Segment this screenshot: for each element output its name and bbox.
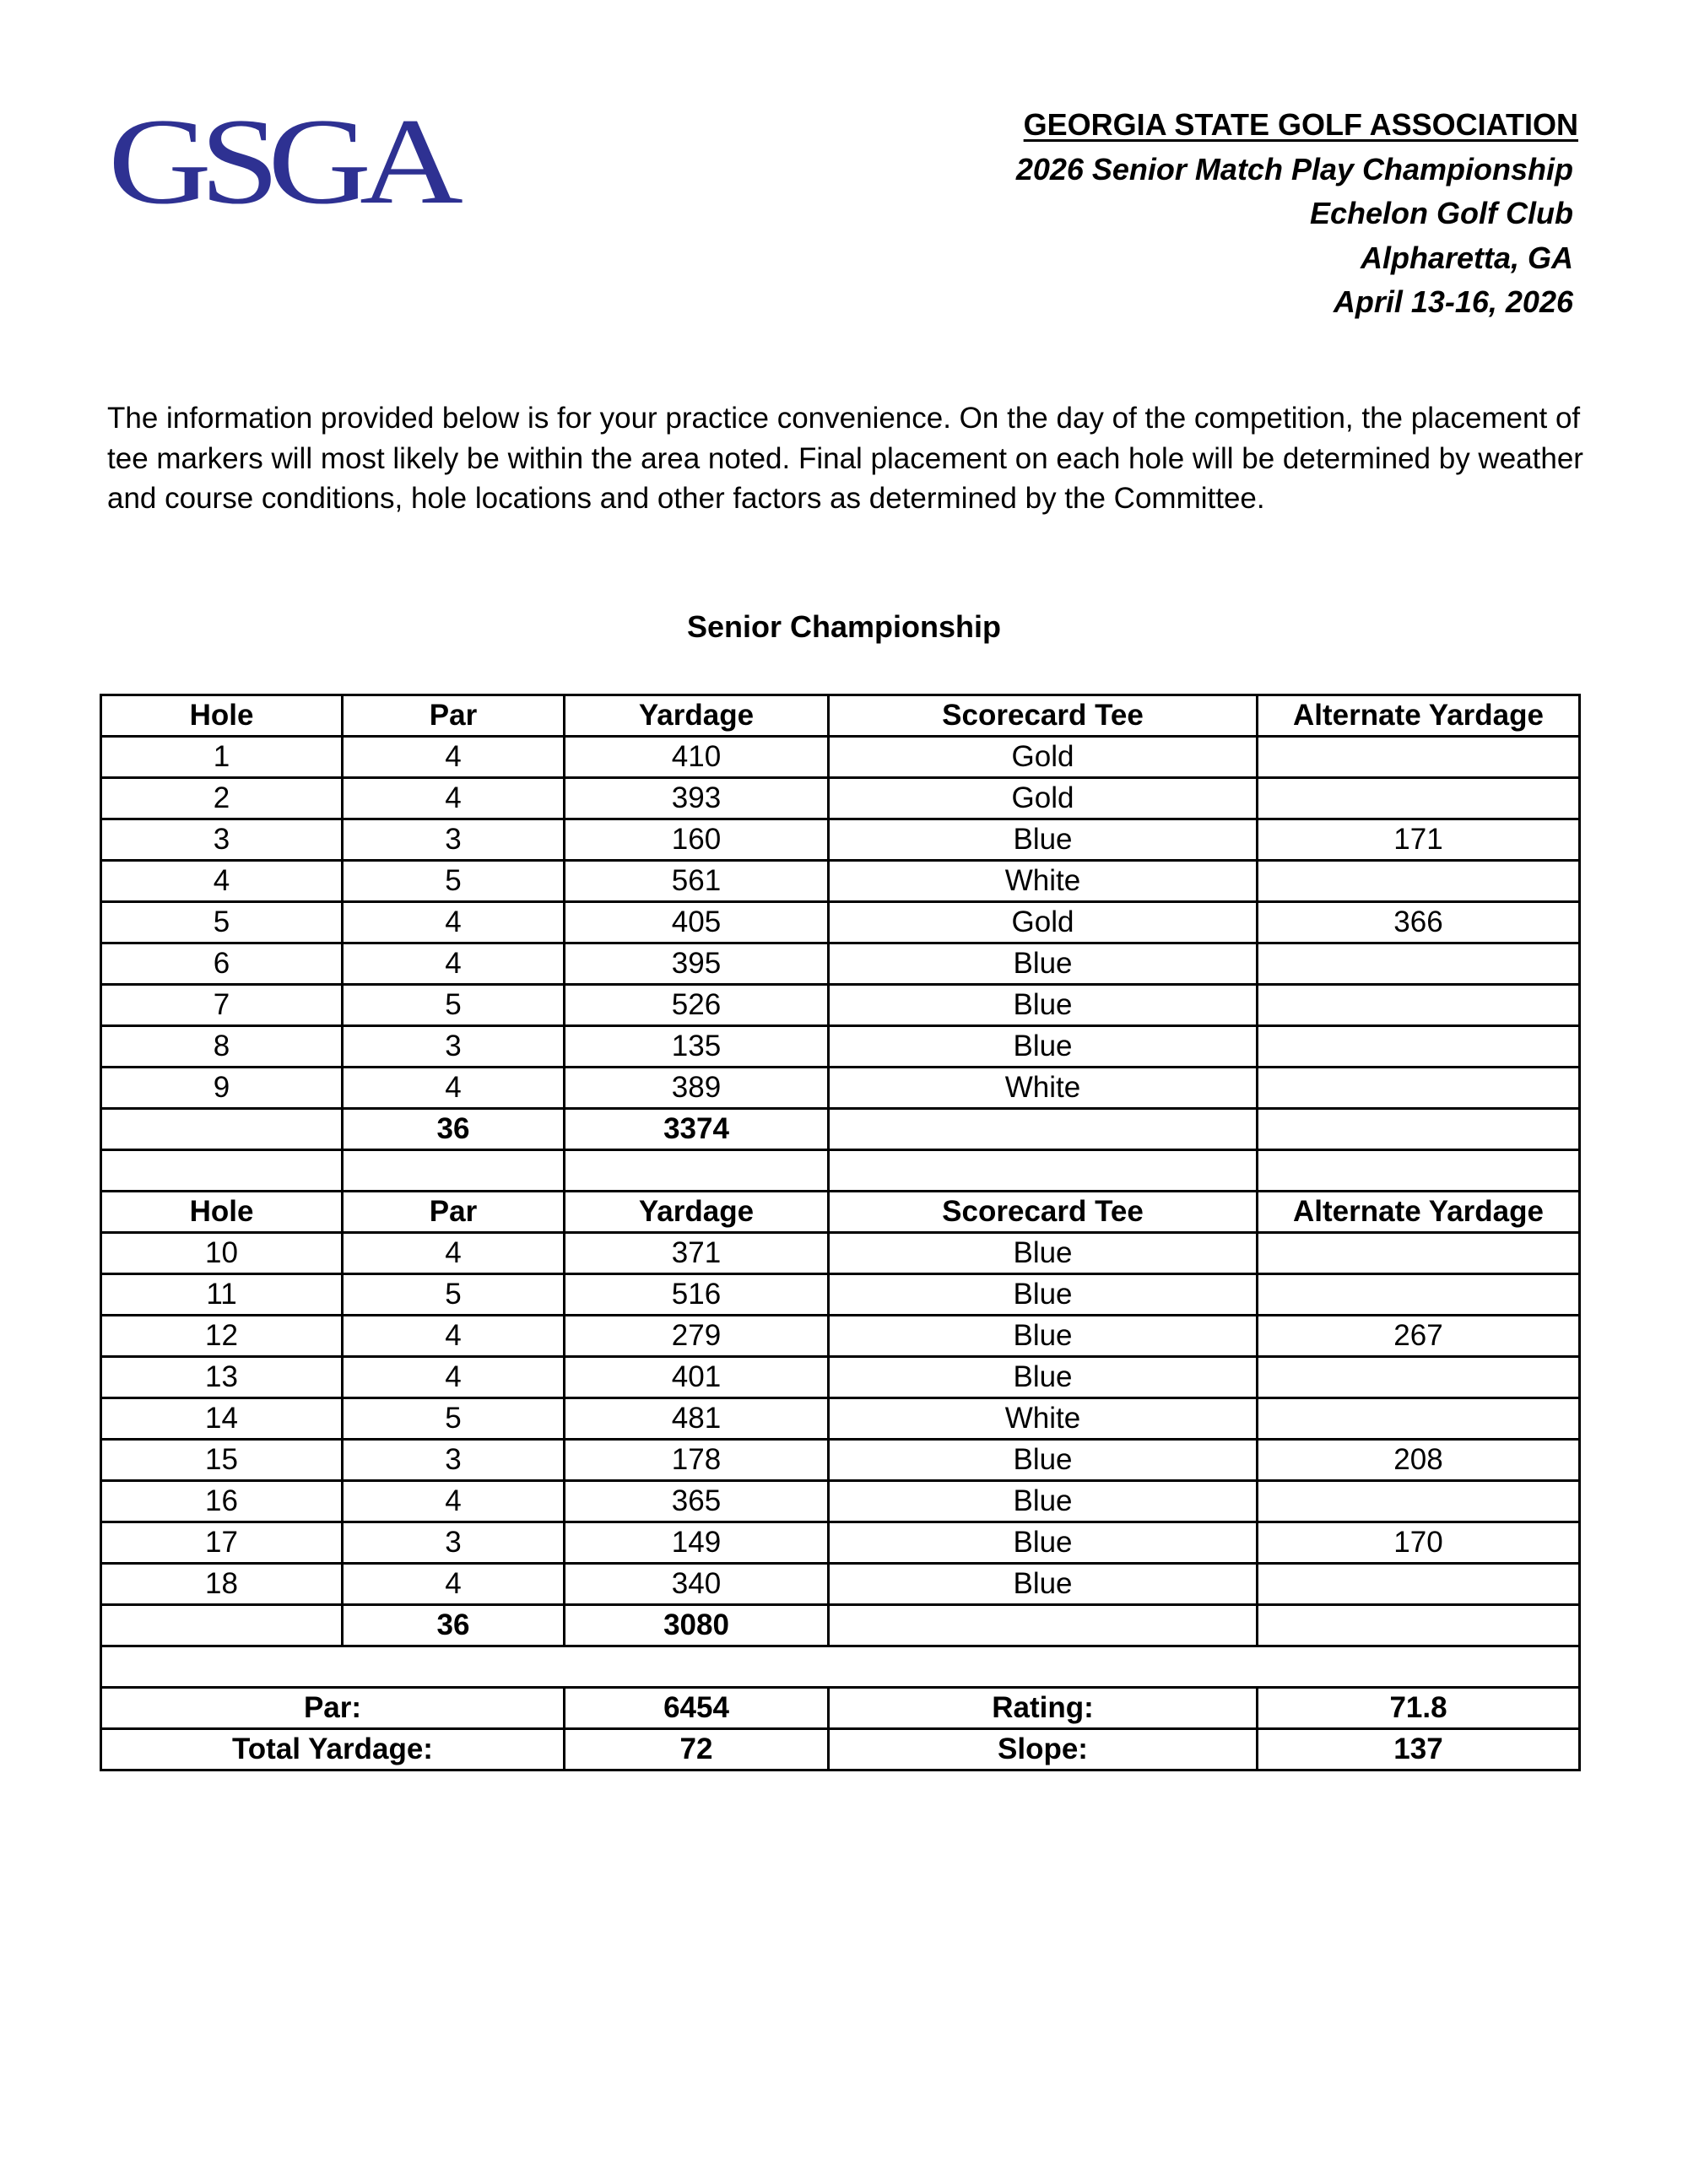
yardage-cell: 371 (565, 1233, 829, 1274)
venue-name: Echelon Golf Club (1310, 196, 1573, 230)
empty-cell (829, 1150, 1258, 1192)
tee-cell: Gold (829, 902, 1258, 943)
hole-cell: 17 (101, 1522, 343, 1564)
table-row (101, 1398, 1580, 1440)
hole-cell: 18 (101, 1564, 343, 1605)
back-nine-total-row (101, 1605, 1580, 1646)
hole-cell: 6 (101, 943, 343, 985)
alt-yardage-cell (1258, 943, 1580, 985)
tee-cell: Blue (829, 1274, 1258, 1316)
back-nine-header-row (101, 1192, 1580, 1233)
hole-cell: 10 (101, 1233, 343, 1274)
column-header: Alternate Yardage (1258, 1192, 1580, 1233)
alt-yardage-cell (1258, 1398, 1580, 1440)
alt-yardage-cell (1258, 861, 1580, 902)
yardage-cell: 340 (565, 1564, 829, 1605)
hole-cell: 3 (101, 819, 343, 861)
total-par-cell: 36 (343, 1109, 565, 1150)
table-row (101, 1440, 1580, 1481)
summary-row-par-rating (101, 1688, 1580, 1729)
front-nine-header-row (101, 695, 1580, 737)
alt-yardage-cell (1258, 1233, 1580, 1274)
yardage-cell: 178 (565, 1440, 829, 1481)
tee-cell: Blue (829, 1564, 1258, 1605)
par-cell: 4 (343, 1564, 565, 1605)
par-cell: 4 (343, 778, 565, 819)
event-header (1016, 103, 1578, 325)
yardage-cell: 135 (565, 1026, 829, 1068)
yardage-cell: 160 (565, 819, 829, 861)
front-nine-total-row (101, 1109, 1580, 1150)
total-cell (101, 1605, 343, 1646)
hole-cell: 1 (101, 737, 343, 778)
tee-cell: Blue (829, 943, 1258, 985)
total-par-cell: 36 (343, 1605, 565, 1646)
alt-yardage-cell (1258, 1026, 1580, 1068)
hole-cell: 4 (101, 861, 343, 902)
total-cell (1258, 1109, 1580, 1150)
hole-cell: 11 (101, 1274, 343, 1316)
column-header: Scorecard Tee (829, 1192, 1258, 1233)
total-yardage-value: 72 (565, 1729, 829, 1770)
total-cell (829, 1605, 1258, 1646)
tee-cell: White (829, 861, 1258, 902)
par-cell: 4 (343, 1068, 565, 1109)
event-name: 2026 Senior Match Play Championship (1015, 151, 1573, 187)
tee-cell: Gold (829, 778, 1258, 819)
yardage-cell: 516 (565, 1274, 829, 1316)
hole-cell: 14 (101, 1398, 343, 1440)
column-header: Hole (101, 695, 343, 737)
table-row (101, 902, 1580, 943)
alt-yardage-cell: 366 (1258, 902, 1580, 943)
par-cell: 3 (343, 1522, 565, 1564)
table-row (101, 737, 1580, 778)
par-cell: 3 (343, 1026, 565, 1068)
table-row (101, 1068, 1580, 1109)
par-label: Par: (101, 1688, 565, 1729)
table-row (101, 1233, 1580, 1274)
hole-cell: 12 (101, 1316, 343, 1357)
total-cell (101, 1109, 343, 1150)
column-header: Hole (101, 1192, 343, 1233)
hole-cell: 9 (101, 1068, 343, 1109)
yardage-cell: 393 (565, 778, 829, 819)
yardage-cell: 389 (565, 1068, 829, 1109)
yardage-cell: 365 (565, 1481, 829, 1522)
hole-cell: 15 (101, 1440, 343, 1481)
tee-cell: Blue (829, 1316, 1258, 1357)
hole-cell: 16 (101, 1481, 343, 1522)
yardage-cell: 405 (565, 902, 829, 943)
par-cell: 5 (343, 1398, 565, 1440)
rating-label: Rating: (829, 1688, 1258, 1729)
par-cell: 4 (343, 902, 565, 943)
tee-cell: Blue (829, 1233, 1258, 1274)
table-row (101, 1316, 1580, 1357)
par-value: 6454 (565, 1688, 829, 1729)
yardage-cell: 410 (565, 737, 829, 778)
table-row (101, 778, 1580, 819)
alt-yardage-cell (1258, 1564, 1580, 1605)
yardage-table (100, 694, 1581, 1771)
total-cell (1258, 1605, 1580, 1646)
alt-yardage-cell (1258, 778, 1580, 819)
tee-cell: Blue (829, 1026, 1258, 1068)
intro-paragraph: The information provided below is for your practice convenience. On the day of the competition, the placement of tee markers will most likely be within the area noted. Final placement on each hole will be determined by weather and course conditions, hole locations and other factors as determined by the Committee. (107, 402, 1583, 515)
par-cell: 4 (343, 943, 565, 985)
yardage-cell: 149 (565, 1522, 829, 1564)
table-row (101, 1357, 1580, 1398)
alt-yardage-cell: 171 (1258, 819, 1580, 861)
column-header: Par (343, 1192, 565, 1233)
par-cell: 3 (343, 819, 565, 861)
table-row (101, 985, 1580, 1026)
tee-cell: Blue (829, 1522, 1258, 1564)
tee-cell: Gold (829, 737, 1258, 778)
tee-cell: White (829, 1068, 1258, 1109)
total-yardage-label: Total Yardage: (101, 1729, 565, 1770)
alt-yardage-cell (1258, 737, 1580, 778)
yardage-cell: 526 (565, 985, 829, 1026)
table-row (101, 1274, 1580, 1316)
par-cell: 3 (343, 1440, 565, 1481)
table-row (101, 1564, 1580, 1605)
alt-yardage-cell (1258, 1068, 1580, 1109)
table-row (101, 1522, 1580, 1564)
tee-cell: Blue (829, 819, 1258, 861)
hole-cell: 2 (101, 778, 343, 819)
column-header: Yardage (565, 695, 829, 737)
rating-value: 71.8 (1258, 1688, 1580, 1729)
empty-cell (1258, 1150, 1580, 1192)
tee-cell: Blue (829, 1481, 1258, 1522)
slope-label: Slope: (829, 1729, 1258, 1770)
empty-cell (565, 1150, 829, 1192)
table-row (101, 819, 1580, 861)
slope-value: 137 (1258, 1729, 1580, 1770)
yardage-cell: 561 (565, 861, 829, 902)
par-cell: 5 (343, 985, 565, 1026)
tee-cell: Blue (829, 1357, 1258, 1398)
alt-yardage-cell: 170 (1258, 1522, 1580, 1564)
tee-cell: Blue (829, 1440, 1258, 1481)
hole-cell: 5 (101, 902, 343, 943)
empty-cell (101, 1646, 1580, 1688)
yardage-cell: 481 (565, 1398, 829, 1440)
hole-cell: 13 (101, 1357, 343, 1398)
column-header: Scorecard Tee (829, 695, 1258, 737)
column-header: Par (343, 695, 565, 737)
alt-yardage-cell: 208 (1258, 1440, 1580, 1481)
total-yardage-cell: 3374 (565, 1109, 829, 1150)
par-cell: 5 (343, 861, 565, 902)
par-cell: 4 (343, 1357, 565, 1398)
alt-yardage-cell (1258, 1357, 1580, 1398)
hole-cell: 7 (101, 985, 343, 1026)
table-row (101, 943, 1580, 985)
tee-cell: White (829, 1398, 1258, 1440)
par-cell: 4 (343, 1316, 565, 1357)
total-yardage-cell: 3080 (565, 1605, 829, 1646)
table-row (101, 1481, 1580, 1522)
yardage-cell: 279 (565, 1316, 829, 1357)
par-cell: 4 (343, 1481, 565, 1522)
organization-name: GEORGIA STATE GOLF ASSOCIATION (1023, 107, 1578, 142)
event-location: Alpharetta, GA (1360, 240, 1573, 275)
table-row (101, 1026, 1580, 1068)
yardage-cell: 395 (565, 943, 829, 985)
alt-yardage-cell (1258, 985, 1580, 1026)
column-header: Yardage (565, 1192, 829, 1233)
par-cell: 5 (343, 1274, 565, 1316)
total-cell (829, 1109, 1258, 1150)
section-title: Senior Championship (686, 609, 1002, 644)
alt-yardage-cell (1258, 1481, 1580, 1522)
spacer-row (101, 1646, 1580, 1688)
par-cell: 4 (343, 737, 565, 778)
empty-cell (101, 1150, 343, 1192)
hole-cell: 8 (101, 1026, 343, 1068)
yardage-cell: 401 (565, 1357, 829, 1398)
par-cell: 4 (343, 1233, 565, 1274)
tee-cell: Blue (829, 985, 1258, 1026)
alt-yardage-cell (1258, 1274, 1580, 1316)
summary-row-yardage-slope (101, 1729, 1580, 1770)
table-row (101, 861, 1580, 902)
gsga-logo: GSGA (108, 93, 452, 230)
alt-yardage-cell: 267 (1258, 1316, 1580, 1357)
empty-cell (343, 1150, 565, 1192)
column-header: Alternate Yardage (1258, 695, 1580, 737)
spacer-row (101, 1150, 1580, 1192)
event-dates: April 13-16, 2026 (1333, 284, 1573, 319)
